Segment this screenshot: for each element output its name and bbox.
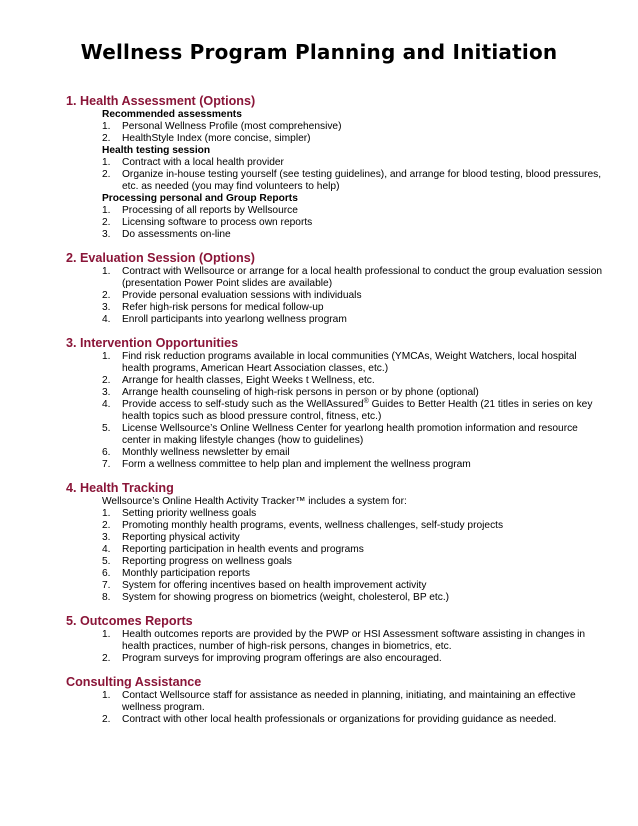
item-text: Promoting monthly health programs, events, wellness challenges, self-study projects xyxy=(122,520,504,531)
item-number: 1. xyxy=(102,157,111,168)
item-number: 7. xyxy=(102,580,111,591)
numbered-list xyxy=(66,121,606,145)
list-item xyxy=(66,423,606,447)
item-number: 1. xyxy=(102,266,111,277)
section-heading: 1. Health Assessment (Options) xyxy=(66,94,256,108)
subheading: Health testing session xyxy=(102,145,211,156)
document-body xyxy=(66,94,606,736)
item-text: Guides to Better Health (21 titles in series on key health topics such as blood pressure control, fitness, etc.) xyxy=(122,399,593,422)
list-item xyxy=(66,508,606,520)
section-outcomes-reports xyxy=(66,614,606,665)
item-text: Personal Wellness Profile (most comprehensive) xyxy=(122,121,342,132)
section-consulting-assistance xyxy=(66,675,606,726)
subheading: Recommended assessments xyxy=(102,109,242,120)
item-text: Setting priority wellness goals xyxy=(122,508,257,519)
item-text: System for offering incentives based on health improvement activity xyxy=(122,580,427,591)
numbered-list xyxy=(66,629,606,665)
list-item xyxy=(66,580,606,592)
numbered-list xyxy=(66,690,606,726)
registered-mark: ® xyxy=(363,398,369,405)
item-text: License Wellsource’s Online Wellness Center for yearlong health promotion information and resource center in making lifestyle changes (how to guidelines) xyxy=(122,423,578,446)
numbered-list xyxy=(66,205,606,241)
section-evaluation-session xyxy=(66,251,606,326)
list-item xyxy=(66,459,606,471)
list-item xyxy=(66,229,606,241)
item-number: 2. xyxy=(102,653,111,664)
item-text: Processing of all reports by Wellsource xyxy=(122,205,298,216)
item-number: 2. xyxy=(102,133,111,144)
item-number: 1. xyxy=(102,121,111,132)
list-item xyxy=(66,121,606,133)
list-item xyxy=(66,592,606,604)
item-number: 1. xyxy=(102,629,111,640)
item-number: 2. xyxy=(102,169,111,180)
list-item xyxy=(66,217,606,229)
item-number: 5. xyxy=(102,556,111,567)
list-item xyxy=(66,302,606,314)
item-number: 6. xyxy=(102,568,111,579)
section-heading: 5. Outcomes Reports xyxy=(66,614,193,628)
list-item xyxy=(66,266,606,290)
item-number: 5. xyxy=(102,423,111,434)
item-number: 2. xyxy=(102,375,111,386)
item-number: 6. xyxy=(102,447,111,458)
item-text: Health outcomes reports are provided by the PWP or HSI Assessment software assisting in changes in health practices, number of high-risk persons, changes in biometrics, etc. xyxy=(122,629,585,652)
item-text: Find risk reduction programs available in local communities (YMCAs, Weight Watchers, local hospital health programs, American Heart Association classes, etc.) xyxy=(122,351,577,374)
document-title: Wellness Program Planning and Initiation xyxy=(80,40,558,64)
list-item xyxy=(66,520,606,532)
section-intro: Wellsource’s Online Health Activity Tracker™ includes a system for: xyxy=(102,496,407,507)
item-number: 2. xyxy=(102,714,111,725)
list-item xyxy=(66,544,606,556)
item-text: Reporting progress on wellness goals xyxy=(122,556,292,567)
item-text: Arrange health counseling of high-risk persons in person or by phone (optional) xyxy=(122,387,479,398)
section-heading: Consulting Assistance xyxy=(66,675,202,689)
section-intervention-opportunities xyxy=(66,336,606,471)
item-number: 4. xyxy=(102,399,111,410)
item-text: Reporting participation in health events and programs xyxy=(122,544,364,555)
item-number: 1. xyxy=(102,508,111,519)
item-text: Program surveys for improving program offerings are also encouraged. xyxy=(122,653,442,664)
numbered-list xyxy=(66,157,606,193)
section-health-tracking xyxy=(66,481,606,604)
list-item xyxy=(66,653,606,665)
item-number: 3. xyxy=(102,229,111,240)
subheading: Processing personal and Group Reports xyxy=(102,193,298,204)
list-item xyxy=(66,351,606,375)
list-item xyxy=(66,314,606,326)
item-number: 7. xyxy=(102,459,111,470)
item-text: Contract with Wellsource or arrange for a local health professional to conduct the group evaluation session (presentation Power Point slides are available) xyxy=(122,266,603,289)
section-health-assessment xyxy=(66,94,606,241)
section-heading: 3. Intervention Opportunities xyxy=(66,336,239,350)
list-item xyxy=(66,169,606,193)
item-number: 3. xyxy=(102,532,111,543)
item-number: 2. xyxy=(102,290,111,301)
item-text: Monthly participation reports xyxy=(122,568,250,579)
list-item xyxy=(66,157,606,169)
item-number: 1. xyxy=(102,690,111,701)
item-text: Monthly wellness newsletter by email xyxy=(122,447,290,458)
list-item xyxy=(66,375,606,387)
item-number: 3. xyxy=(102,302,111,313)
list-item xyxy=(66,387,606,399)
item-number: 2. xyxy=(102,520,111,531)
list-item xyxy=(66,629,606,653)
item-text: Contact Wellsource staff for assistance as needed in planning, initiating, and maintaining an effective wellness program. xyxy=(122,690,576,713)
list-item xyxy=(66,568,606,580)
item-number: 8. xyxy=(102,592,111,603)
list-item xyxy=(66,290,606,302)
item-text: Provide access to self-study such as the WellAssured xyxy=(122,399,364,410)
section-heading: 2. Evaluation Session (Options) xyxy=(66,251,255,265)
item-text: Arrange for health classes, Eight Weeks t Wellness, etc. xyxy=(122,375,375,386)
item-number: 3. xyxy=(102,387,111,398)
list-item xyxy=(66,133,606,145)
item-text: Contract with a local health provider xyxy=(122,157,284,168)
list-item xyxy=(66,714,606,726)
list-item xyxy=(66,447,606,459)
numbered-list xyxy=(66,508,606,604)
item-number: 4. xyxy=(102,544,111,555)
item-text: Enroll participants into yearlong wellness program xyxy=(122,314,347,325)
item-text: HealthStyle Index (more concise, simpler) xyxy=(122,133,311,144)
item-number: 4. xyxy=(102,314,111,325)
item-text: Form a wellness committee to help plan and implement the wellness program xyxy=(122,459,471,470)
section-heading: 4. Health Tracking xyxy=(66,481,174,495)
list-item xyxy=(66,532,606,544)
item-text: Provide personal evaluation sessions with individuals xyxy=(122,290,362,301)
item-number: 2. xyxy=(102,217,111,228)
list-item xyxy=(66,399,606,423)
item-number: 1. xyxy=(102,205,111,216)
item-text: System for showing progress on biometrics (weight, cholesterol, BP etc.) xyxy=(122,592,450,603)
numbered-list xyxy=(66,266,606,326)
list-item xyxy=(66,205,606,217)
item-text: Reporting physical activity xyxy=(122,532,240,543)
item-text: Organize in-house testing yourself (see testing guidelines), and arrange for blood testing, blood pressures, etc. as needed (you may find volunteers to help) xyxy=(122,169,602,192)
list-item xyxy=(66,556,606,568)
item-text: Licensing software to process own reports xyxy=(122,217,313,228)
item-text: Do assessments on-line xyxy=(122,229,231,240)
list-item xyxy=(66,690,606,714)
item-number: 1. xyxy=(102,351,111,362)
item-text: Refer high-risk persons for medical follow-up xyxy=(122,302,324,313)
numbered-list xyxy=(66,351,606,471)
item-text: Contract with other local health professionals or organizations for providing guidance as needed. xyxy=(122,714,557,725)
